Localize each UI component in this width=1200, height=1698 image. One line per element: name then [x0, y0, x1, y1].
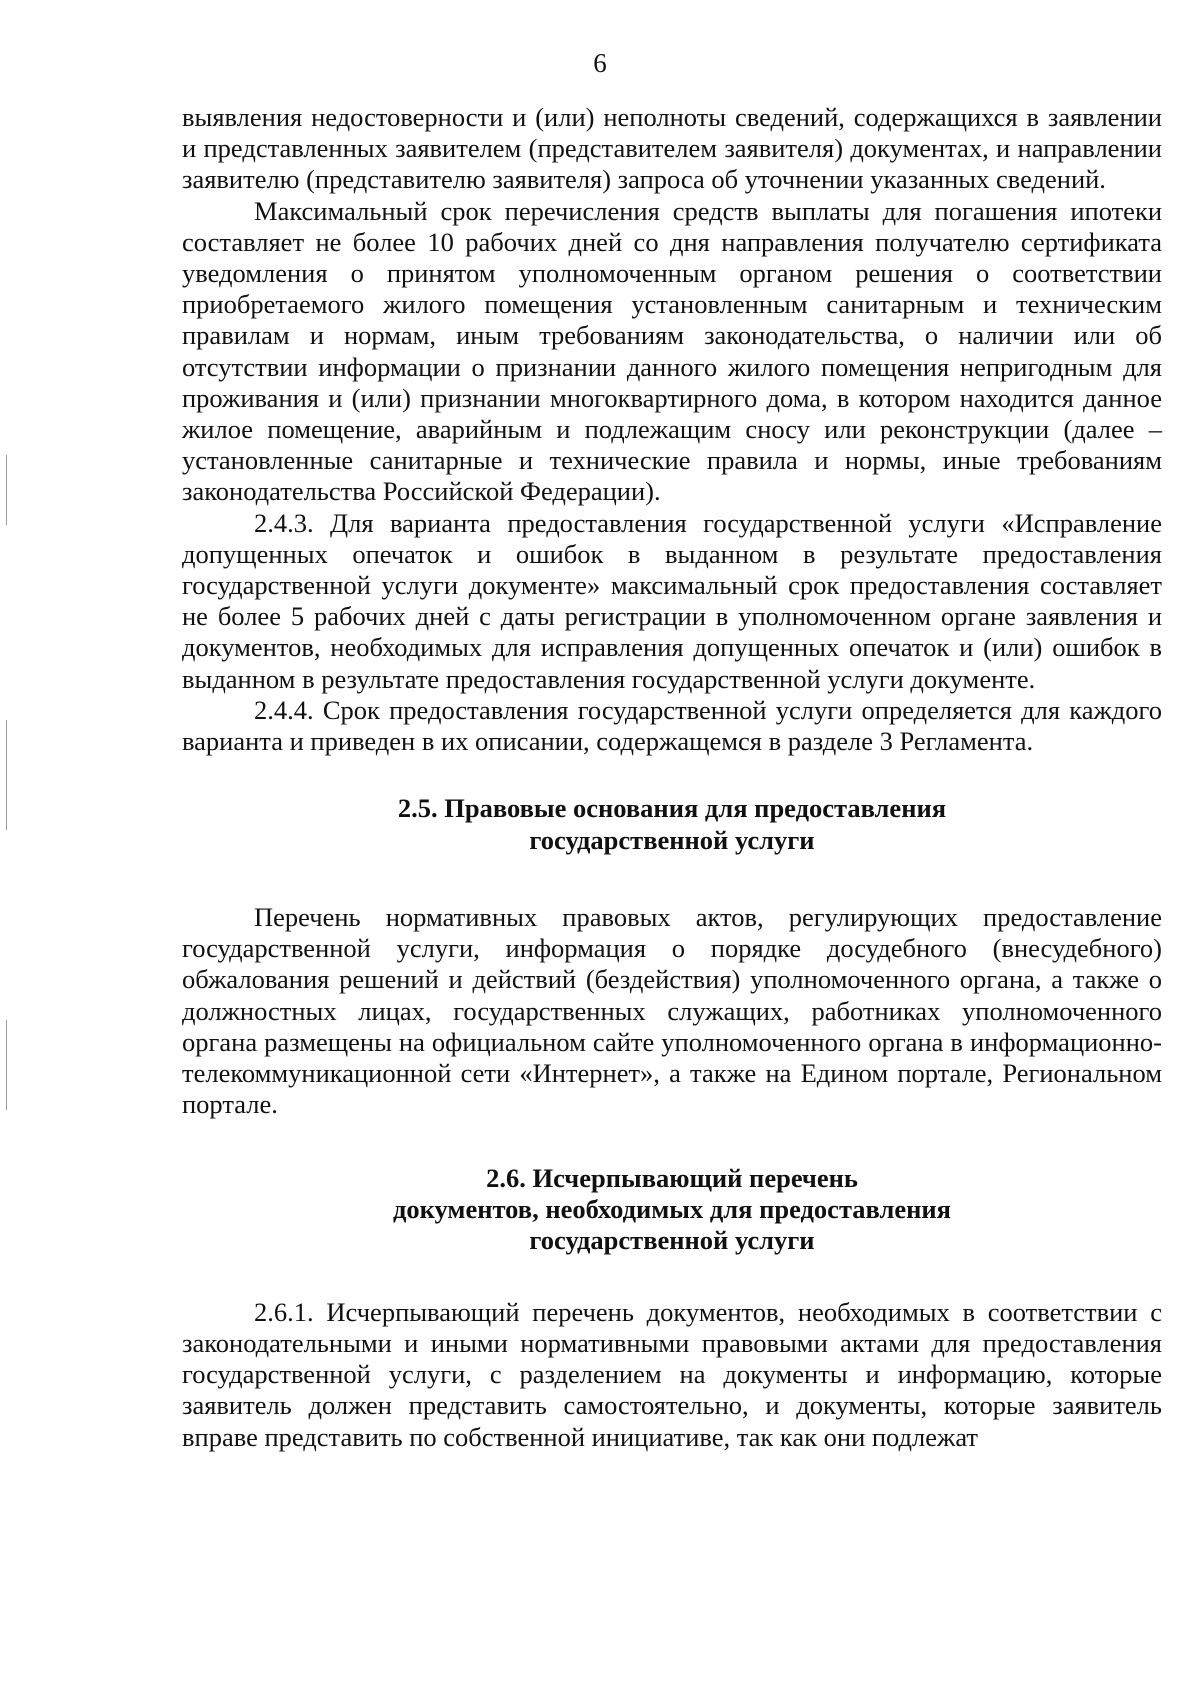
paragraph-max-term: Максимальный срок перечисления средств выплаты для погашения ипотеки составляет не более 10 рабочих дней со дня направления получателю сертификата уведомления о принятом уполномоченным органом решения о соответствии приобретаемого жилого помещения установленным санитарным и техническим правилам и нормам, иным требованиям законодательства, о наличии или об отсутствии информации о признании данного жилого помещения непригодным для проживания и (или) признании многоквартирного дома, в котором находится данное жилое помещение, аварийным и подлежащим сносу или реконструкции (далее – установленные санитарные и технические правила и нормы, иные требованиям законодательства Российской Федерации).: [182, 195, 1162, 507]
paragraph-2-5-text: Перечень нормативных правовых актов, регулирующих предоставление государственной услуги, информация о порядке досудебного (внесудебного) обжалования решений и действий (бездействия) уполномоченного органа, а также о должностных лицах, государственных служащих, работниках уполномоченного органа размещены на официальном сайте уполномоченного органа в информационно-телекоммуникационной сети «Интернет», а также на Едином портале, Региональном портале.: [182, 902, 1162, 1120]
scan-margin-mark: [6, 720, 7, 830]
paragraph-continuation: выявления недостоверности и (или) неполноты сведений, содержащихся в заявлении и представленных заявителем (представителем заявителя) документах, и направлении заявителю (представителю заявителя) запроса об уточнении указанных сведений.: [182, 102, 1162, 195]
paragraph-2-6-1: 2.6.1. Исчерпывающий перечень документов, необходимых в соответствии с законодательными и иными нормативными правовыми актами для предоставления государственной услуги, с разделением на документы и информацию, которые заявитель должен представить самостоятельно, и документы, которые заявитель вправе представить по собственной инициативе, так как они подлежат: [182, 1296, 1162, 1452]
document-body: [182, 102, 1162, 1453]
scan-margin-mark: [6, 455, 7, 525]
scan-margin-mark: [6, 1020, 7, 1110]
heading-line: 2.5. Правовые основания для предоставления: [397, 793, 947, 824]
page-number: 6: [593, 48, 607, 78]
heading-line: государственной услуги: [529, 1225, 815, 1256]
heading-line: 2.6. Исчерпывающий перечень: [486, 1162, 858, 1193]
section-heading-2-6: [182, 1163, 1162, 1257]
heading-line: государственной услуги: [529, 824, 815, 855]
paragraph-2-4-4: 2.4.4. Срок предоставления государственной услуги определяется для каждого варианта и приведен в их описании, содержащемся в разделе 3 Регламента.: [182, 694, 1162, 757]
section-heading-2-5: [182, 793, 1162, 856]
paragraph-2-4-3: 2.4.3. Для варианта предоставления государственной услуги «Исправление допущенных опечаток и ошибок в выданном в результате предоставления государственной услуги документе» максимальный срок предоставления составляет не более 5 рабочих дней с даты регистрации в уполномоченном органе заявления и документов, необходимых для исправления допущенных опечаток и (или) ошибок в выданном в результате предоставления государственной услуги документе.: [182, 507, 1162, 694]
heading-line: документов, необходимых для предоставления: [392, 1193, 951, 1224]
